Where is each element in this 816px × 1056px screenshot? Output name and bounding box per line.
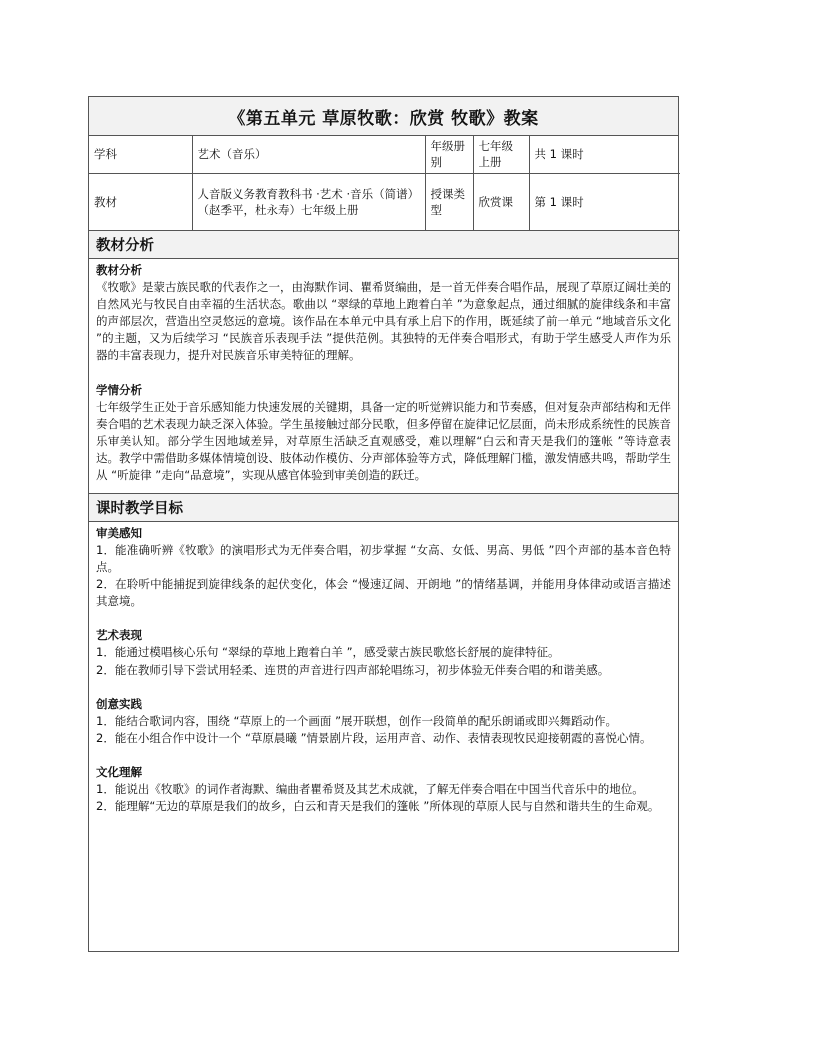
objective-item: 1．能说出《牧歌》的词作者海默、编曲者瞿希贤及其艺术成就，了解无伴奏合唱在中国当代音乐中的地位。 — [96, 782, 644, 797]
section-heading-textbook-analysis: 教材分析 — [89, 231, 678, 259]
section-body-objectives — [89, 522, 678, 824]
meta-value-textbook: 人音版义务教育教科书 ·艺术 ·音乐（简谱）（赵季平，杜永寿）七年级上册 — [192, 173, 425, 230]
meta-label-grade: 年级册别 — [425, 136, 473, 173]
subheading-artistic-expression: 艺术表现 — [96, 628, 142, 643]
subheading-cultural-understanding: 文化理解 — [96, 765, 142, 780]
objective-item: 2．能理解“无边的草原是我们的故乡，白云和青天是我们的篷帐 ”所体现的草原人民与自然和谐共生的生命观。 — [96, 799, 660, 814]
objective-item: 1．能准确听辨《牧歌》的演唱形式为无伴奏合唱，初步掌握 “女高、女低、男高、男低 ”四个声部的基本音色特点。 — [96, 542, 671, 574]
paragraph-textbook-analysis: 《牧歌》是蒙古族民歌的代表作之一，由海默作词、瞿希贤编曲，是一首无伴奏合唱作品，展现了草原辽阔壮美的自然风光与牧民自由幸福的生活状态。歌曲以 “翠绿的草地上跑着白羊 ”为意象起点，通过细腻的旋律线条和丰富的声部层次，营造出空灵悠远的意境。该作品在本单元中具有承上启下的作用，既延续了前一单元 “地域音乐文化 ”的主题，又为后续学习 “民族音乐表现手法 ”提供范例。其独特的无伴奏合唱形式，有助于学生感受人声作为乐器的丰富表现力，提升对民族音乐审美特征的理解。 — [96, 279, 671, 363]
meta-row-textbook — [89, 173, 680, 230]
meta-label-textbook: 教材 — [89, 173, 192, 230]
meta-value-lesson-type: 欣赏课 — [473, 173, 529, 230]
objective-item: 2．能在教师引导下尝试用轻柔、连贯的声音进行四声部轮唱练习，初步体验无伴奏合唱的和谐美感。 — [96, 662, 610, 677]
meta-label-subject: 学科 — [89, 136, 192, 173]
meta-value-grade: 七年级上册 — [473, 136, 529, 173]
objective-item: 1．能通过模唱核心乐句 “翠绿的草地上跑着白羊 ”，感受蒙古族民歌悠长舒展的旋律特征。 — [96, 645, 560, 660]
section-heading-objectives: 课时教学目标 — [89, 494, 678, 522]
subheading-textbook-analysis: 教材分析 — [96, 262, 142, 277]
meta-value-total-periods: 共 1 课时 — [529, 136, 680, 173]
meta-value-subject: 艺术（音乐） — [192, 136, 425, 173]
subheading-aesthetic-perception: 审美感知 — [96, 525, 142, 540]
objective-item: 2．在聆听中能捕捉到旋律线条的起伏变化，体会 “慢速辽阔、开朗地 ”的情绪基调，并能用身体律动或语言描述其意境。 — [96, 576, 671, 609]
subheading-student-analysis: 学情分析 — [96, 382, 142, 397]
meta-table — [89, 136, 680, 231]
meta-label-lesson-type: 授课类型 — [425, 173, 473, 230]
paragraph-student-analysis: 七年级学生正处于音乐感知能力快速发展的关键期，具备一定的听觉辨识能力和节奏感，但对复杂声部结构和无伴奏合唱的艺术表现力缺乏深入体验。学生虽接触过部分民歌，但多停留在旋律记忆层面，尚未形成系统性的民族音乐审美认知。部分学生因地域差异，对草原生活缺乏直观感受，难以理解“白云和青天是我们的篷帐 ”等诗意表达。教学中需借助多媒体情境创设、肢体动作模仿、分声部体验等方式，降低理解门槛，激发情感共鸣，帮助学生从 “听旋律 ”走向“品意境”，实现从感官体验到审美创造的跃迁。 — [96, 399, 671, 483]
objective-item: 2．能在小组合作中设计一个 “草原晨曦 ”情景剧片段，运用声音、动作、表情表现牧民迎接朝霞的喜悦心情。 — [96, 730, 652, 745]
objective-item: 1．能结合歌词内容，围绕 “草原上的一个画面 ”展开联想，创作一段简单的配乐朗诵或即兴舞蹈动作。 — [96, 713, 618, 728]
document-title: 《第五单元 草原牧歌：欣赏 牧歌》教案 — [89, 97, 678, 136]
section-body-textbook-analysis — [89, 259, 678, 494]
subheading-creative-practice: 创意实践 — [96, 696, 142, 711]
meta-value-period: 第 1 课时 — [529, 173, 680, 230]
meta-row-subject — [89, 136, 680, 173]
lesson-plan-document — [88, 96, 679, 952]
